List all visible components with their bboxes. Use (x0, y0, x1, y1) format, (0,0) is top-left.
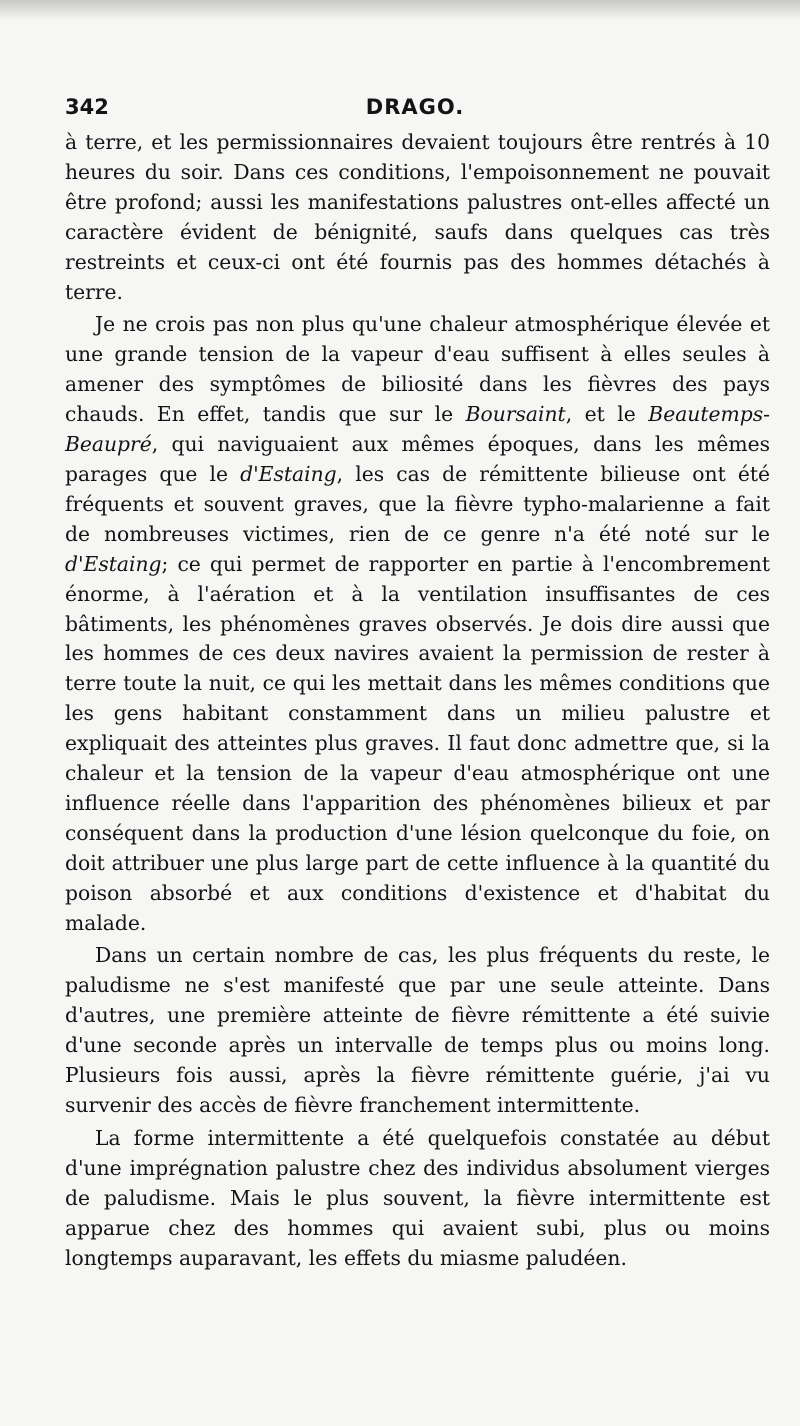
text-segment: La forme intermittente a été quelquefois constatée au début d'une imprégnation palustre chez des individus absolument vierges de paludisme. Mais le plus souvent, la fièvre intermittente est apparue chez des hommes qui avaient subi, plus ou moins longtemps auparavant, les effets du miasme paludéen. (65, 1125, 770, 1270)
text-segment: à terre, et les permissionnaires devaient toujours être rentrés à 10 heures du soir. Dans ces conditions, l'empoisonnement ne pouvait être profond; aussi les manifestations palustres ont-elles affecté un caractère évident de bénignité, saufs dans quelques cas très restreints et ceux-ci ont été fournis pas des hommes détachés à terre. (65, 130, 770, 304)
page-number: 342 (65, 95, 109, 119)
running-title: DRAGO. (365, 95, 465, 119)
paragraph-4 (65, 1124, 770, 1274)
text-segment: , qui naviguaient aux mêmes époques, dans les mêmes parages que le (65, 432, 770, 486)
text-segment: ; ce qui permet de rapporter en partie à l'encombrement énorme, à l'aération et à la ventilation insuffisantes de ces bâtiments, les phénomènes graves observés. Je dois dire aussi que les hommes de ces deux navires avaient la permission de rester à terre toute la nuit, ce qui les mettait dans les mêmes conditions que les gens habitant constamment dans un milieu palustre et expliquait des atteintes plus graves. Il faut donc admettre que, si la chaleur et la tension de la vapeur d'eau atmosphérique ont une influence réelle dans l'apparition des phénomènes bilieux et par conséquent dans la production d'une lésion quelconque du foie, on doit attribuer une plus large part de cette influence à la quantité du poison absorbé et aux conditions d'existence et d'habitat du malade. (65, 551, 770, 935)
running-header (65, 95, 765, 125)
ship-name-destaing: d'Estaing (240, 461, 337, 486)
text-segment: Je ne crois pas non plus qu'une chaleur atmosphérique élevée et une grande tension de la vapeur d'eau suffisent à elles seules à amener des symptômes de biliosité dans les fièvres des pays chauds. En effet, tandis que sur le (65, 312, 770, 427)
paragraph-1 (65, 128, 770, 307)
ship-name-beautemps-beaupre: Beautemps-Beaupré (65, 402, 770, 457)
scan-edge-shadow (0, 0, 800, 20)
text-segment: Dans un certain nombre de cas, les plus fréquents du reste, le paludisme ne s'est manifesté que par une seule atteinte. Dans d'autres, une première atteinte de fièvre rémittente a été suivie d'une seconde après un intervalle de temps plus ou moins long. Plusieurs fois aussi, après la fièvre rémittente guérie, j'ai vu survenir des accès de fièvre franchement intermittente. (65, 943, 770, 1117)
ship-name-boursaint: Boursaint (465, 402, 566, 427)
ship-name-destaing: d'Estaing (65, 551, 162, 576)
text-segment: , les cas de rémittente bilieuse ont été fréquents et souvent graves, que la fièvre typho-malarienne a fait de nombreuses victimes, rien de ce genre n'a été noté sur le (65, 461, 770, 546)
paragraph-2 (65, 310, 770, 938)
body-text (65, 128, 770, 1273)
paragraph-3 (65, 941, 770, 1120)
text-segment: , et le (565, 402, 649, 427)
